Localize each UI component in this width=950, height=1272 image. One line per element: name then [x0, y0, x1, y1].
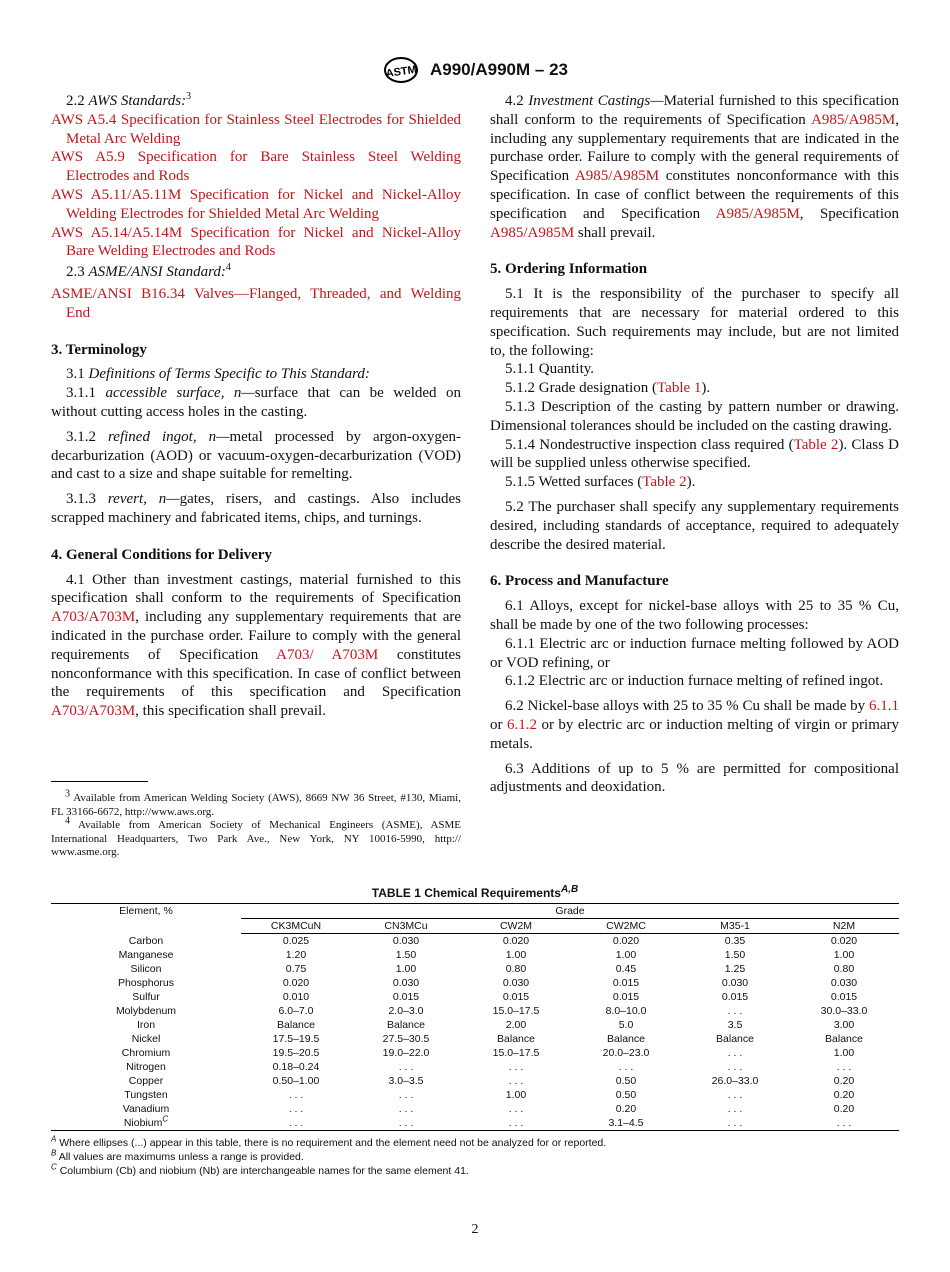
table-row	[51, 1060, 899, 1074]
table-1-notes	[51, 1136, 899, 1178]
para-6-1: 6.1 Alloys, except for nickel-base alloys with 25 to 35 % Cu, shall be made by one of the two following processes:	[490, 598, 899, 633]
table-row	[51, 948, 899, 962]
value-cell: . . .	[508, 1075, 524, 1087]
grade-column-header: M35-1	[681, 919, 789, 934]
value-cell: 0.50	[615, 1089, 637, 1101]
aws-reference-link[interactable]: AWS A5.9	[51, 149, 125, 166]
table-body	[51, 934, 899, 1131]
value-cell: . . .	[398, 1089, 414, 1101]
ref-a985-link[interactable]: A985/A985M	[811, 111, 896, 128]
element-cell: Niobium$^C$	[51, 1116, 241, 1131]
para-5-1-5: 5.1.5 Wetted surfaces (Table 2).	[505, 474, 696, 491]
value-cell: . . .	[618, 1061, 634, 1073]
value-cell: 17.5–19.5	[272, 1033, 320, 1045]
value-cell: 0.20	[833, 1103, 855, 1115]
element-cell: Molybdenum	[115, 1005, 177, 1017]
para-5-1-2: 5.1.2 Grade designation (Table 1).	[505, 380, 711, 397]
value-cell: 2.0–3.0	[388, 1005, 424, 1017]
ref-a985-link[interactable]: A985/A985M	[574, 168, 660, 185]
value-cell: 0.015	[502, 991, 530, 1003]
element-column-header: Element, %	[51, 904, 241, 919]
table-2-link[interactable]: Table 2	[642, 474, 687, 491]
table-note: $^C$ Columbium (Cb) and niobium (Nb) are interchangeable names for the same element 41.	[51, 1162, 469, 1177]
value-cell: . . .	[508, 1061, 524, 1073]
element-cell: Iron	[136, 1019, 156, 1031]
grade-header-row	[51, 919, 899, 934]
aws-reference: AWS A5.11/A5.11M Specification for Nickel and Nickel-Alloy Welding Electrodes for Shielded Metal Arc Welding	[51, 186, 461, 222]
para-6-2: 6.2 Nickel-base alloys with 25 to 35 % Cu shall be made by 6.1.1 or 6.1.2 or by electric arc or induction melting of virgin or primary metals.	[490, 698, 900, 752]
value-cell: 15.0–17.5	[492, 1047, 540, 1059]
value-cell: . . .	[727, 1061, 743, 1073]
para-3-1-3: 3.1.3 revert, n—gates, risers, and castings. Also includes scrapped machinery and fabricated items, chips, and turnings.	[51, 491, 461, 526]
table-row	[51, 1074, 899, 1088]
element-cell: Tungsten	[124, 1089, 168, 1101]
table-row	[51, 1088, 899, 1102]
terminology-heading: 3. Terminology	[51, 341, 147, 358]
table-row	[51, 1046, 899, 1060]
element-cell: Nickel	[131, 1033, 161, 1045]
value-cell: 0.015	[721, 991, 749, 1003]
value-cell: Balance	[497, 1033, 535, 1045]
grade-group-header: Grade	[241, 904, 899, 919]
left-column	[51, 92, 461, 721]
value-cell: 0.45	[615, 963, 637, 975]
value-cell: 1.00	[833, 1047, 855, 1059]
value-cell: 6.0–7.0	[278, 1005, 314, 1017]
para-6-1-2: 6.1.2 Electric arc or induction furnace melting of refined ingot.	[505, 673, 884, 690]
value-cell: 3.0–3.5	[388, 1075, 424, 1087]
aws-reference: AWS A5.14/A5.14M Specification for Nickel and Nickel-Alloy Bare Welding Electrodes and Rods	[51, 224, 461, 260]
value-cell: . . .	[461, 1116, 571, 1131]
value-cell: 0.015	[392, 991, 420, 1003]
table-row	[51, 1032, 899, 1046]
value-cell: 0.20	[833, 1075, 855, 1087]
footnotes	[51, 788, 461, 860]
astm-logo-icon	[382, 56, 420, 84]
para-4-2: 4.2 Investment Castings—Material furnished to this specification shall conform to the requirements of Specification A985/A985M, including any supplementary requirements that are indicated in the purchase order. Failure to comply with the general requirements of Specification A985/A985M constitutes nonconformance with this specification. In case of conflict between the requirements of this specification and Specification A985/A985M, Specification A985/A985M shall prevail.	[490, 93, 900, 241]
value-cell: 0.025	[282, 935, 310, 947]
element-cell: Vanadium	[122, 1103, 170, 1115]
table-row	[51, 1116, 899, 1131]
value-cell: 0.20	[615, 1103, 637, 1115]
value-cell: 1.50	[724, 949, 746, 961]
table-2-link[interactable]: Table 2	[793, 436, 839, 453]
value-cell: 0.50	[615, 1075, 637, 1087]
element-cell: Silicon	[130, 963, 162, 975]
para-3-1-2: 3.1.2 refined ingot, n—metal processed by argon-oxygen-decarburization (AOD) or vacuum-oxygen-decarburization (VOD) and cast to a size and shape suitable for remelting.	[51, 428, 461, 483]
value-cell: . . .	[398, 1103, 414, 1115]
para-3-1-1: 3.1.1 accessible surface, n—surface that can be welded on without cutting access holes in the casting.	[51, 385, 461, 420]
value-cell: 0.030	[830, 977, 858, 989]
table-row	[51, 1102, 899, 1116]
value-cell: 0.020	[502, 935, 530, 947]
value-cell: 19.0–22.0	[382, 1047, 430, 1059]
value-cell: 26.0–33.0	[711, 1075, 759, 1087]
para-5-1: 5.1 It is the responsibility of the purchaser to specify all requirements that are necessary for material ordered to this specification. Such requirements may include, but are not limited to, the following:	[490, 286, 899, 359]
table-row	[51, 962, 899, 976]
aws-reference-link[interactable]: AWS A5.14/A5.14M	[51, 224, 183, 241]
value-cell: Balance	[277, 1019, 315, 1031]
value-cell: 0.030	[392, 935, 420, 947]
aws-reference-link[interactable]: AWS A5.4	[51, 111, 117, 128]
value-cell: . . .	[241, 1116, 351, 1131]
para-5-1-3: 5.1.3 Description of the casting by pattern number or drawing. Dimensional tolerances should be included on the casting drawing.	[490, 398, 899, 434]
value-cell: 0.80	[833, 963, 855, 975]
value-cell: 1.00	[395, 963, 417, 975]
element-cell: Carbon	[128, 934, 164, 947]
right-column	[490, 92, 899, 797]
para-5-1-1: 5.1.1 Quantity.	[505, 361, 595, 378]
value-cell: . . .	[727, 1005, 743, 1017]
value-cell: 0.75	[285, 963, 307, 975]
value-cell: 1.00	[505, 949, 527, 961]
chemical-requirements-table	[51, 903, 899, 1131]
element-cell: Phosphorus	[117, 977, 175, 989]
para-5-2: 5.2 The purchaser shall specify any supplementary requirements desired, including standards of acceptance, required to adequately describe the desired material.	[490, 498, 899, 553]
value-cell: 0.020	[282, 977, 310, 989]
value-cell: 1.25	[724, 963, 746, 975]
aws-reference: AWS A5.4 Specification for Stainless Steel Electrodes for Shielded Metal Arc Welding	[51, 111, 461, 147]
table-note: $^A$ Where ellipses (...) appear in this table, there is no requirement and the element need not be analyzed for or reported.	[51, 1134, 607, 1149]
document-designation: A990/A990M – 23	[430, 60, 568, 79]
value-cell: 27.5–30.5	[382, 1033, 430, 1045]
ref-a703-link[interactable]: A703/A703M	[51, 609, 136, 626]
value-cell: . . .	[727, 1103, 743, 1115]
value-cell: 30.0–33.0	[820, 1005, 868, 1017]
value-cell: 2.00	[505, 1019, 527, 1031]
ref-a703-link[interactable]: A703/ A703M	[276, 646, 379, 663]
aws-reference-list	[51, 111, 461, 261]
value-cell: 0.35	[724, 935, 746, 947]
value-cell: 8.0–10.0	[605, 1005, 647, 1017]
page-header	[0, 56, 950, 84]
value-cell: 0.18–0.24	[272, 1061, 320, 1073]
element-cell: Sulfur	[132, 991, 160, 1003]
footnote: $^4$ Available from American Society of Mechanical Engineers (ASME), ASME International Headquarters, Two Park Ave., New York, NY 10016-5990, http:// www.asme.org.	[51, 815, 461, 859]
page-number: 2	[471, 1222, 479, 1237]
aws-reference: AWS A5.9 Specification for Bare Stainless Steel Welding Electrodes and Rods	[51, 149, 462, 185]
grade-column-header: CK3MCuN	[241, 919, 351, 934]
section-6-1-1-link[interactable]: 6.1.1	[869, 698, 899, 715]
value-cell: 1.00	[615, 949, 637, 961]
value-cell: Balance	[825, 1033, 863, 1045]
para-6-1-1: 6.1.1 Electric arc or induction furnace melting followed by AOD or VOD refining, or	[490, 635, 899, 671]
value-cell: 3.00	[833, 1019, 855, 1031]
element-cell: Manganese	[118, 949, 174, 961]
grade-column-header: N2M	[789, 919, 899, 934]
section-2-3: 2.3 ASME/ANSI Standard:$^4$	[66, 262, 231, 281]
value-cell: . . .	[681, 1116, 789, 1131]
value-cell: . . .	[789, 1116, 899, 1131]
value-cell: 0.015	[612, 991, 640, 1003]
table-1-link[interactable]: Table 1	[657, 380, 702, 397]
asme-reference: ASME/ANSI B16.34 Valves—Flanged, Threaded, and Welding End	[51, 285, 461, 321]
grade-column-header: CW2MC	[571, 919, 681, 934]
value-cell: 0.030	[721, 977, 749, 989]
value-cell: 15.0–17.5	[492, 1005, 540, 1017]
value-cell: . . .	[727, 1089, 743, 1101]
value-cell: Balance	[387, 1019, 425, 1031]
para-3-1: 3.1 Definitions of Terms Specific to This Standard:	[66, 366, 370, 383]
svg-text:ASTM: ASTM	[385, 63, 418, 81]
value-cell: . . .	[836, 1061, 852, 1073]
value-cell: 0.020	[830, 935, 858, 947]
ref-a703-link[interactable]: A703/A703M	[51, 703, 136, 720]
grade-column-header: CN3MCu	[351, 919, 461, 934]
value-cell: . . .	[398, 1061, 414, 1073]
value-cell: . . .	[508, 1103, 524, 1115]
element-cell: Chromium	[121, 1047, 171, 1059]
element-cell: Copper	[128, 1075, 164, 1087]
footnote: $^3$ Available from American Welding Society (AWS), 8669 NW 36 Street, #130, Miami, FL 33166-6672, http://www.aws.org.	[51, 788, 461, 818]
delivery-heading: 4. General Conditions for Delivery	[51, 546, 272, 563]
value-cell: 0.010	[282, 991, 310, 1003]
value-cell: . . .	[288, 1103, 304, 1115]
value-cell: Balance	[716, 1033, 754, 1045]
value-cell: 1.00	[833, 949, 855, 961]
value-cell: 0.030	[392, 977, 420, 989]
value-cell: 19.5–20.5	[272, 1047, 320, 1059]
value-cell: 0.80	[505, 963, 527, 975]
value-cell: Balance	[607, 1033, 645, 1045]
value-cell: 0.015	[830, 991, 858, 1003]
para-4-1: 4.1 Other than investment castings, material furnished to this specification shall conform to the requirements of Specification A703/A703M, including any supplementary requirements that are indicated in the purchase order. Failure to comply with the general requirements of Specification A703/ A703M constitutes nonconformance with this specification. In case of conflict between the requirements of this specification and Specification A703/A703M, this specification shall prevail.	[51, 571, 461, 720]
grade-column-header: CW2M	[461, 919, 571, 934]
value-cell: 5.0	[618, 1019, 634, 1031]
asme-reference-link[interactable]: ASME/ANSI B16.34	[51, 285, 185, 302]
value-cell: 1.50	[395, 949, 417, 961]
value-cell: 1.20	[285, 949, 307, 961]
value-cell: . . .	[727, 1047, 743, 1059]
para-5-1-4: 5.1.4 Nondestructive inspection class required (Table 2). Class D will be supplied unless otherwise specified.	[490, 436, 899, 472]
aws-reference-link[interactable]: AWS A5.11/A5.11M	[51, 186, 182, 203]
footnote-rule	[51, 781, 148, 782]
process-heading: 6. Process and Manufacture	[490, 573, 669, 590]
ref-a985-link[interactable]: A985/A985M	[490, 224, 575, 241]
element-cell: Nitrogen	[126, 1061, 166, 1073]
value-cell: 1.00	[505, 1089, 527, 1101]
table-row	[51, 990, 899, 1004]
value-cell: 0.015	[612, 977, 640, 989]
table-row	[51, 1018, 899, 1032]
table-note: $^B$ All values are maximums unless a range is provided.	[51, 1148, 304, 1163]
ref-a985-link[interactable]: A985/A985M	[715, 205, 800, 222]
table-row	[51, 976, 899, 990]
value-cell: 0.030	[502, 977, 530, 989]
value-cell: 0.20	[833, 1089, 855, 1101]
table-1-title: TABLE 1 Chemical Requirements$^{A,B}$	[371, 884, 579, 900]
para-6-3: 6.3 Additions of up to 5 % are permitted for compositional adjustments and deoxidation.	[490, 760, 899, 796]
value-cell: 20.0–23.0	[602, 1047, 650, 1059]
value-cell: 0.020	[612, 935, 640, 947]
value-cell: . . .	[351, 1116, 461, 1131]
value-cell: . . .	[288, 1089, 304, 1101]
table-row	[51, 1004, 899, 1018]
value-cell: 0.50–1.00	[272, 1075, 320, 1087]
value-cell: 3.1–4.5	[571, 1116, 681, 1131]
table-row	[51, 934, 899, 949]
ordering-heading: 5. Ordering Information	[490, 261, 648, 278]
section-6-1-2-link[interactable]: 6.1.2	[506, 716, 537, 733]
value-cell: 3.5	[727, 1019, 743, 1031]
section-2-2: 2.2 AWS Standards:$^3$	[66, 91, 192, 109]
